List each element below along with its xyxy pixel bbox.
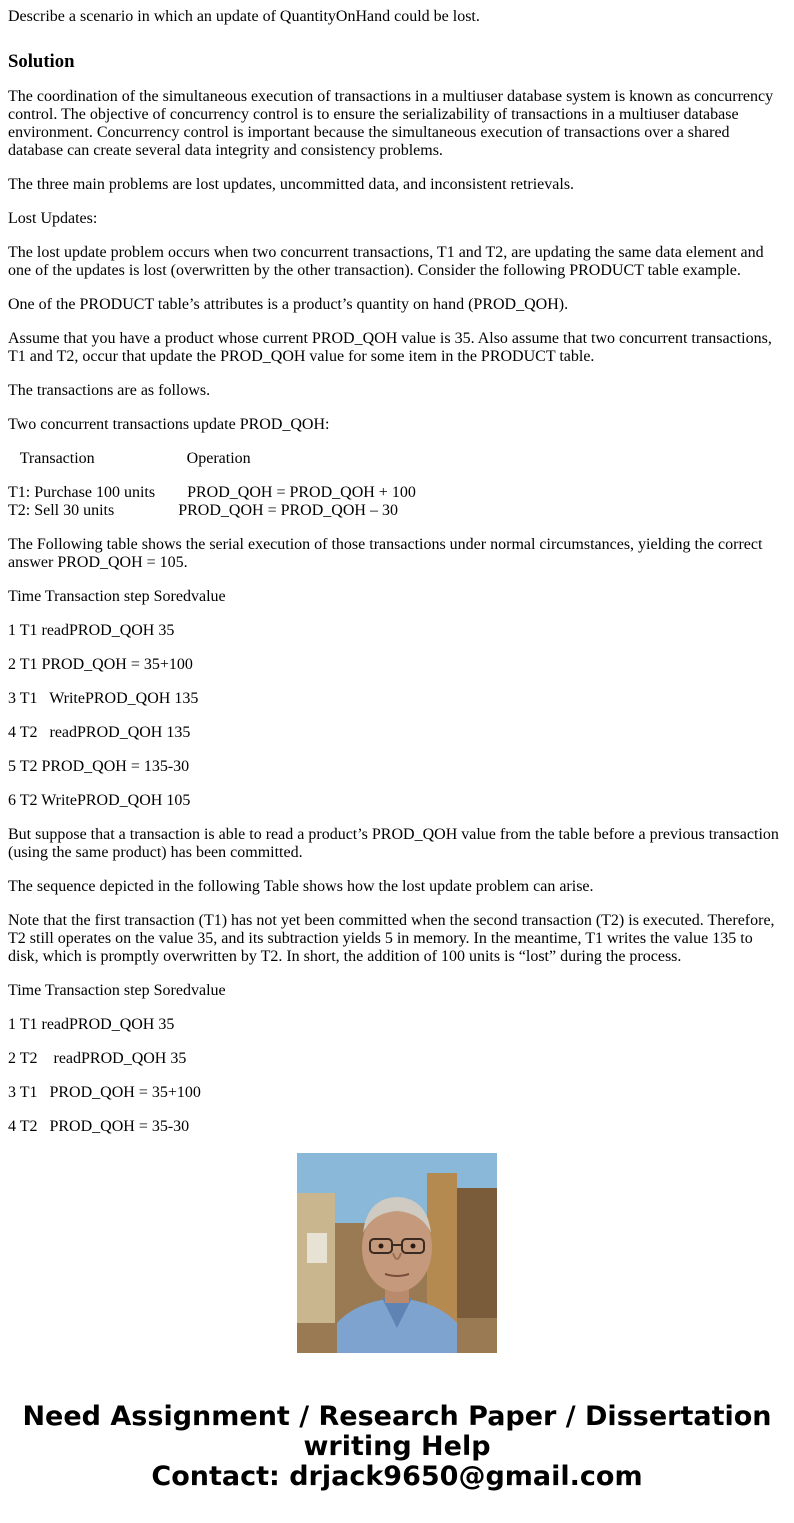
paragraph-lost-updates-label: Lost Updates: bbox=[8, 210, 98, 227]
serial-table-header: Time Transaction step Soredvalue bbox=[8, 588, 226, 605]
paragraph-concurrency-control: The coordination of the simultaneous execution of transactions in a multiuser database system is known as concurrency control. The objective of concurrency control is to ensure the serializability of transactions in a multiuser database environment. Concurrency control is important because the simultaneous execution of transactions over a shared database can create several data integrity and consistency problems. bbox=[8, 88, 774, 159]
paragraph-serial-execution: The Following table shows the serial execution of those transactions under normal circumstances, yielding the correct answer PROD_QOH = 105. bbox=[8, 536, 763, 571]
author-photo bbox=[297, 1153, 497, 1353]
transaction-table-header: Transaction Operation bbox=[8, 450, 251, 467]
paragraph-sequence-intro: The sequence depicted in the following Table shows how the lost update problem can arise. bbox=[8, 878, 594, 895]
paragraph-lost-update-definition: The lost update problem occurs when two concurrent transactions, T1 and T2, are updating the same data element and one of the updates is lost (overwritten by the other transaction). Consider the following PRODUCT table example. bbox=[8, 244, 764, 279]
question-text: Describe a scenario in which an update of QuantityOnHand could be lost. bbox=[8, 8, 480, 25]
lost-table-header: Time Transaction step Soredvalue bbox=[8, 982, 226, 999]
paragraph-three-problems: The three main problems are lost updates, uncommitted data, and inconsistent retrievals. bbox=[8, 176, 575, 193]
paragraph-read-before-commit: But suppose that a transaction is able to read a product’s PROD_QOH value from the table before a previous transaction (using the same product) has been committed. bbox=[8, 826, 779, 861]
author-avatar bbox=[297, 1153, 497, 1353]
paragraph-lost-explanation: Note that the first transaction (T1) has not yet been committed when the second transaction (T2) is executed. Therefore, T2 still operates on the value 35, and its subtraction yields 5 in memory. In the meantime, T1 writes the value 135 to disk, which is promptly overwritten by T2. In short, the addition of 100 units is “lost” during the process. bbox=[8, 912, 775, 965]
lost-step: 4 T2 PROD_QOH = 35-30 bbox=[8, 1118, 190, 1135]
serial-step: 5 T2 PROD_QOH = 135-30 bbox=[8, 758, 190, 775]
serial-step: 6 T2 WritePROD_QOH 105 bbox=[8, 792, 191, 809]
lost-step: 2 T2 readPROD_QOH 35 bbox=[8, 1050, 187, 1067]
transaction-table-rows bbox=[8, 484, 786, 520]
promo-line-2: writing Help bbox=[303, 1431, 491, 1462]
paragraph-two-concurrent: Two concurrent transactions update PROD_QOH: bbox=[8, 416, 330, 433]
paragraph-assumption: Assume that you have a product whose current PROD_QOH value is 35. Also assume that two concurrent transactions, T1 and T2, occur that update the PROD_QOH value for some item in the PRODUCT table. bbox=[8, 330, 772, 365]
serial-step: 4 T2 readPROD_QOH 135 bbox=[8, 724, 191, 741]
lost-step: 1 T1 readPROD_QOH 35 bbox=[8, 1016, 175, 1033]
lost-step: 3 T1 PROD_QOH = 35+100 bbox=[8, 1084, 201, 1101]
serial-step: 3 T1 WritePROD_QOH 135 bbox=[8, 690, 199, 707]
promo-line-1: Need Assignment / Research Paper / Dissertation bbox=[22, 1401, 772, 1432]
transaction-row-t2: T2: Sell 30 units PROD_QOH = PROD_QOH – 30 bbox=[8, 502, 398, 519]
promo-text bbox=[0, 1402, 794, 1492]
transaction-row-t1: T1: Purchase 100 units PROD_QOH = PROD_QOH + 100 bbox=[8, 484, 416, 501]
solution-heading: Solution bbox=[8, 51, 75, 72]
paragraph-transactions-intro: The transactions are as follows. bbox=[8, 382, 211, 399]
serial-step: 1 T1 readPROD_QOH 35 bbox=[8, 622, 175, 639]
serial-step: 2 T1 PROD_QOH = 35+100 bbox=[8, 656, 193, 673]
promo-contact: Contact: drjack9650@gmail.com bbox=[151, 1461, 643, 1492]
paragraph-prod-qoh-attribute: One of the PRODUCT table’s attributes is a product’s quantity on hand (PROD_QOH). bbox=[8, 296, 569, 313]
solution-document bbox=[8, 8, 786, 1135]
promo-footer bbox=[0, 1145, 794, 1523]
